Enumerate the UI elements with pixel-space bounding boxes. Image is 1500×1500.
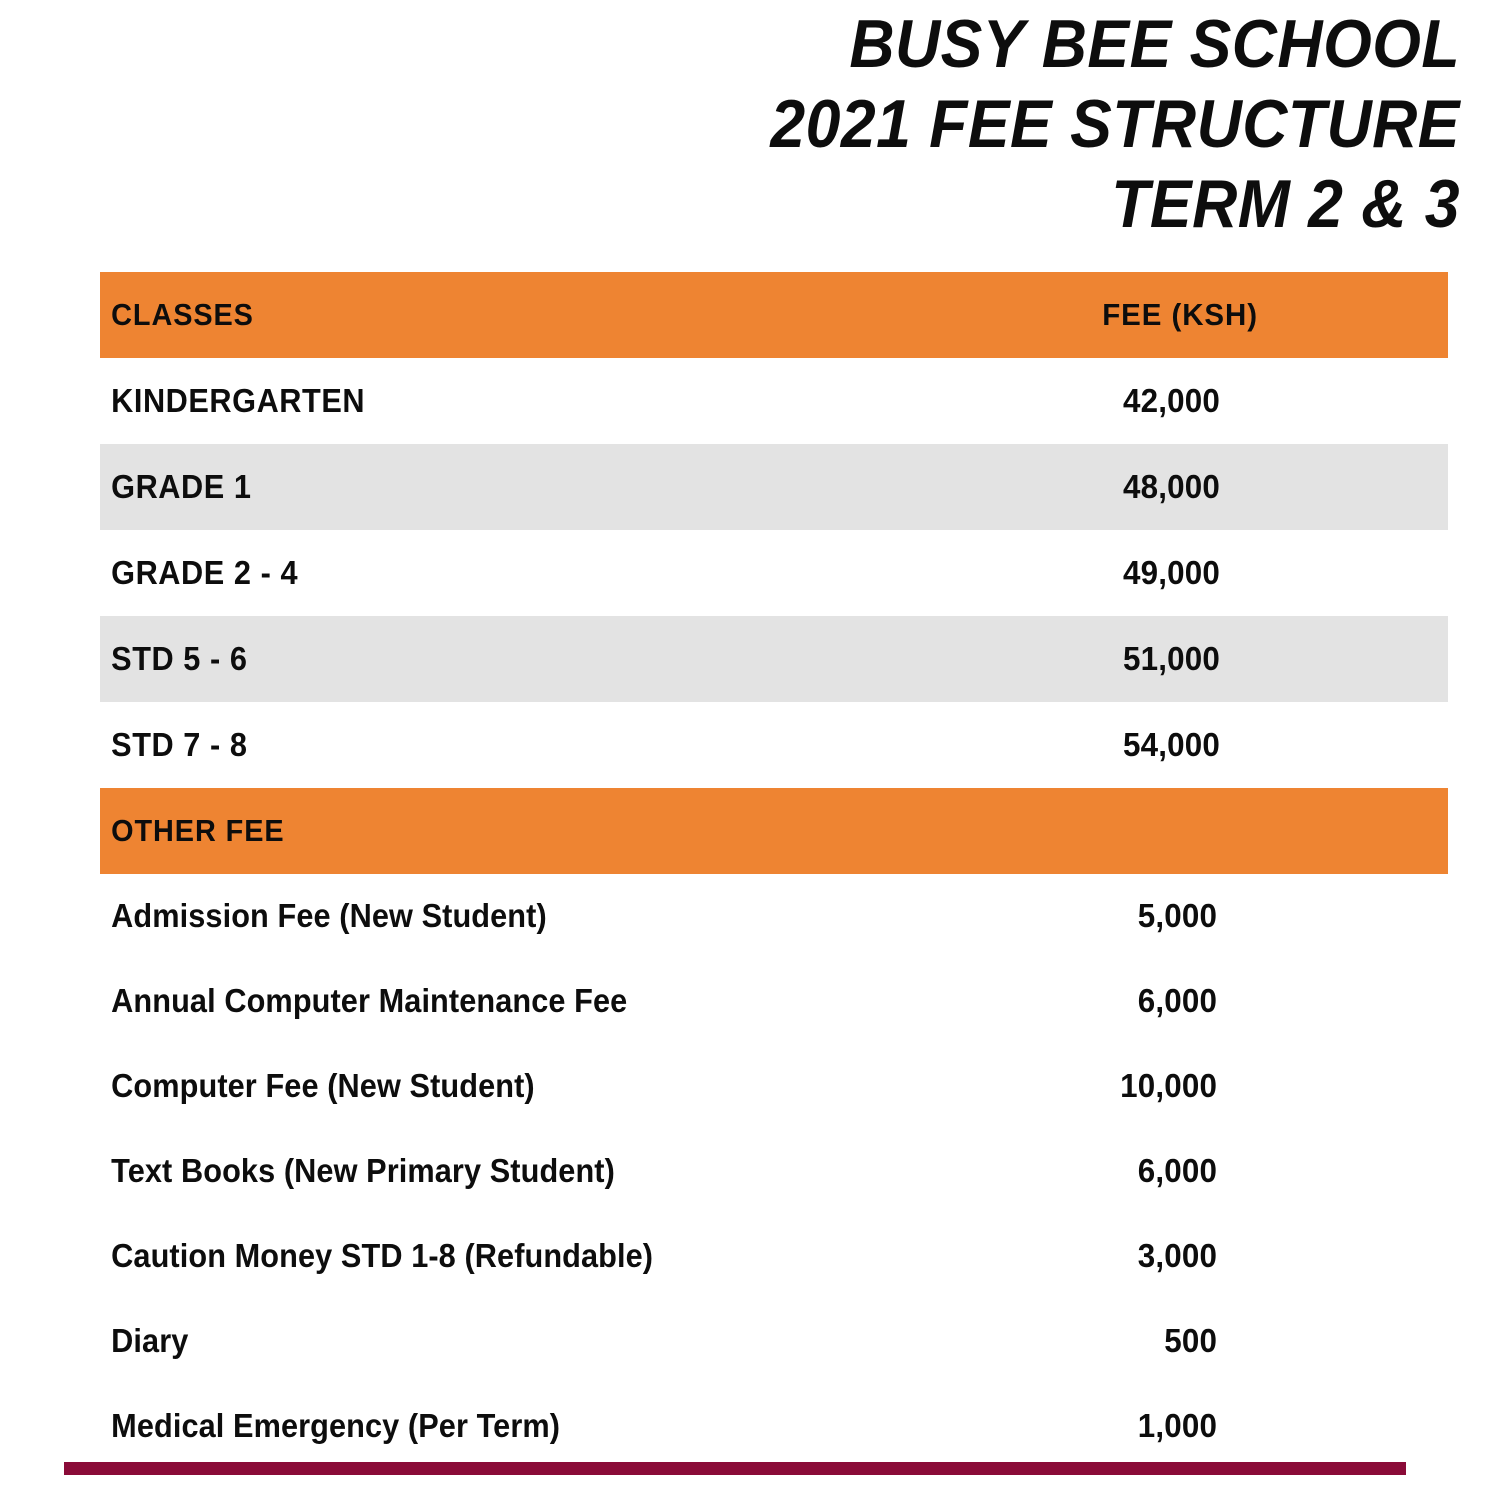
table-row (100, 358, 1448, 444)
table-row (100, 616, 1448, 702)
other-fee-label: Admission Fee (New Student) (111, 897, 547, 935)
title-line-school: BUSY BEE SCHOOL (849, 6, 1460, 82)
other-fee-value: 10,000 (1120, 1067, 1218, 1105)
table-row (100, 444, 1448, 530)
table-row (100, 1044, 1448, 1129)
class-fee: 42,000 (1122, 381, 1220, 419)
column-header-classes: CLASSES (111, 296, 254, 332)
table-row (100, 1299, 1448, 1384)
other-fee-label: Text Books (New Primary Student) (111, 1152, 615, 1190)
other-fee-label: Diary (111, 1322, 189, 1360)
class-label: GRADE 2 - 4 (111, 553, 299, 591)
column-header-fee: FEE (KSH) (1102, 296, 1258, 332)
other-fee-value: 6,000 (1137, 1152, 1218, 1190)
other-fee-label: Medical Emergency (Per Term) (111, 1407, 561, 1445)
title-line-term: TERM 2 & 3 (1111, 166, 1460, 242)
table-row (100, 1384, 1448, 1469)
class-fee: 49,000 (1122, 553, 1220, 591)
other-fee-label: Caution Money STD 1-8 (Refundable) (111, 1237, 654, 1275)
class-fee: 48,000 (1122, 467, 1220, 505)
other-fee-value: 3,000 (1137, 1237, 1218, 1275)
other-fee-label: Annual Computer Maintenance Fee (111, 982, 628, 1020)
table-header-row (100, 272, 1448, 358)
other-fee-value: 5,000 (1137, 897, 1218, 935)
table-row (100, 1214, 1448, 1299)
class-fee: 51,000 (1122, 639, 1220, 677)
other-fee-label: Computer Fee (New Student) (111, 1067, 535, 1105)
class-label: STD 5 - 6 (111, 639, 248, 677)
class-label: KINDERGARTEN (111, 381, 366, 419)
section-header-label: OTHER FEE (111, 812, 285, 848)
table-row (100, 959, 1448, 1044)
other-fee-value: 1,000 (1137, 1407, 1218, 1445)
page-title (0, 0, 1460, 244)
table-row (100, 1129, 1448, 1214)
title-line-structure: 2021 FEE STRUCTURE (770, 86, 1460, 162)
table-row (100, 874, 1448, 959)
class-label: GRADE 1 (111, 467, 252, 505)
class-label: STD 7 - 8 (111, 725, 248, 763)
section-header-other-fee (100, 788, 1448, 874)
table-row (100, 530, 1448, 616)
bottom-accent-bar (64, 1462, 1406, 1475)
fee-structure-table (100, 272, 1448, 1469)
table-row (100, 702, 1448, 788)
other-fee-value: 500 (1164, 1322, 1218, 1360)
other-fee-value: 6,000 (1137, 982, 1218, 1020)
class-fee: 54,000 (1122, 725, 1220, 763)
